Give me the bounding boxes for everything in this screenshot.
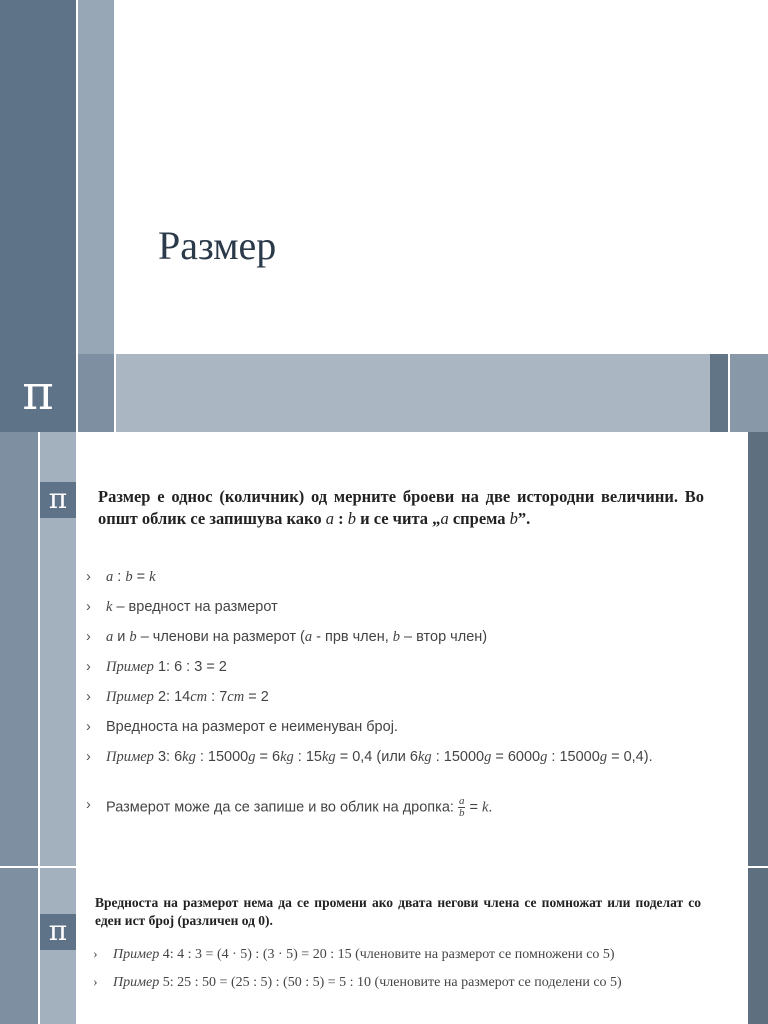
item-text: – вредност на размерот	[112, 599, 278, 615]
item-text: = 2	[244, 689, 269, 705]
italic-term: Пример	[106, 659, 154, 675]
item-text: и	[113, 629, 130, 645]
fraction-numerator: a	[458, 795, 465, 807]
item-text: – членови на размерот (	[136, 629, 305, 645]
italic-term: a	[304, 629, 313, 645]
lead-text: ”.	[517, 509, 531, 528]
item-text: 1: 6 : 3 = 2	[153, 659, 227, 675]
item-text: =	[465, 799, 482, 816]
slide-divider-band	[0, 354, 768, 432]
fraction-bullet	[86, 796, 706, 819]
list-item	[86, 598, 706, 617]
item-text: 2: 14	[153, 689, 191, 705]
item-text: 5: 25 : 50 = (25 : 5) : (50 : 5) = 5 : 10 (членовите на размерот се поделени со 5)	[159, 975, 622, 990]
definition-paragraph	[98, 486, 704, 530]
italic-term: kg	[280, 749, 294, 765]
list-item	[86, 688, 706, 707]
italic-term: Пример	[113, 947, 160, 962]
italic-term: kg	[417, 749, 432, 765]
item-text: : 15000	[547, 749, 600, 765]
italic-term: a	[106, 569, 114, 585]
item-text: =	[132, 569, 150, 585]
list-item	[93, 946, 713, 964]
italic-term: g	[540, 749, 548, 765]
left-accent-bar-light	[78, 0, 114, 354]
item-text: : 7	[207, 689, 228, 705]
list-item	[86, 796, 706, 819]
var-k: k	[481, 799, 489, 816]
italic-term: b	[392, 629, 401, 645]
bullet-list	[86, 568, 706, 778]
italic-term: k	[149, 569, 156, 585]
item-text: : 15	[293, 749, 322, 765]
divider-right-strip	[710, 354, 728, 432]
var-b: b	[509, 509, 518, 528]
item-text: .	[488, 799, 493, 816]
item-text: : 15000	[195, 749, 249, 765]
list-item	[86, 628, 706, 647]
property-paragraph: Вредноста на размерот нема да се промени ако двата негови члена се помножат или поделат со еден ист број (различен од 0).	[95, 895, 701, 928]
italic-term: Пример	[106, 689, 154, 705]
divider-right-block	[730, 354, 768, 432]
item-text: = 6	[255, 749, 281, 765]
italic-term: b	[129, 629, 137, 645]
content-slide-property	[0, 868, 768, 1024]
pi-icon: π	[40, 914, 76, 950]
list-item	[86, 568, 706, 587]
lead-text: :	[333, 509, 348, 528]
var-b: b	[347, 509, 356, 528]
list-item	[86, 718, 706, 737]
divider-band	[116, 354, 710, 432]
divider-square	[78, 354, 114, 432]
italic-term: cm	[190, 689, 208, 705]
item-text: = 0,4 (или 6	[335, 749, 418, 765]
item-text: = 6000	[491, 749, 541, 765]
item-text: Размерот може да се запише и во облик на дропка:	[106, 799, 458, 816]
italic-term: g	[248, 749, 256, 765]
italic-term: kg	[182, 749, 196, 765]
content-slide-definition	[0, 432, 768, 866]
right-accent-bar	[748, 868, 768, 1024]
italic-term: g	[484, 749, 492, 765]
item-text: :	[113, 569, 126, 585]
list-item	[86, 748, 706, 767]
italic-term: cm	[227, 689, 245, 705]
italic-term: g	[599, 749, 608, 765]
pi-icon: π	[40, 482, 76, 518]
title-slide	[0, 0, 768, 354]
italic-term: Пример	[106, 749, 154, 765]
var-a: a	[325, 509, 334, 528]
bullet-list	[93, 946, 713, 1002]
lead-text: спрема	[448, 509, 510, 528]
item-text: = 0,4).	[607, 749, 653, 765]
italic-term: kg	[322, 749, 336, 765]
list-item	[93, 974, 713, 992]
var-a: a	[440, 509, 449, 528]
fraction-denominator: b	[458, 807, 465, 819]
slide-title: Размер	[158, 223, 277, 268]
italic-term: a	[106, 629, 114, 645]
item-text: : 15000	[431, 749, 485, 765]
italic-term: k	[106, 599, 113, 615]
item-text: 4: 4 : 3 = (4 · 5) : (3 · 5) = 20 : 15 (членовите на размерот се помножени со 5)	[159, 947, 615, 962]
list-item	[86, 658, 706, 677]
item-text: – втор член)	[400, 629, 488, 645]
pi-icon: π	[0, 354, 76, 432]
item-text: - прв член,	[312, 629, 393, 645]
left-accent-bar	[0, 868, 38, 1024]
right-accent-bar	[748, 432, 768, 866]
left-accent-bar	[0, 432, 38, 866]
item-text: 3: 6	[153, 749, 183, 765]
lead-text: Размер е однос (количник) од мерните броеви на две истородни величини. Во општ облик се запишува како	[98, 487, 704, 528]
italic-term: Пример	[113, 975, 160, 990]
lead-text: и се чита „	[355, 509, 441, 528]
item-text: Вредноста на размерот е неименуван број.	[106, 719, 398, 735]
left-accent-bar	[0, 0, 76, 354]
italic-term: b	[125, 569, 133, 585]
